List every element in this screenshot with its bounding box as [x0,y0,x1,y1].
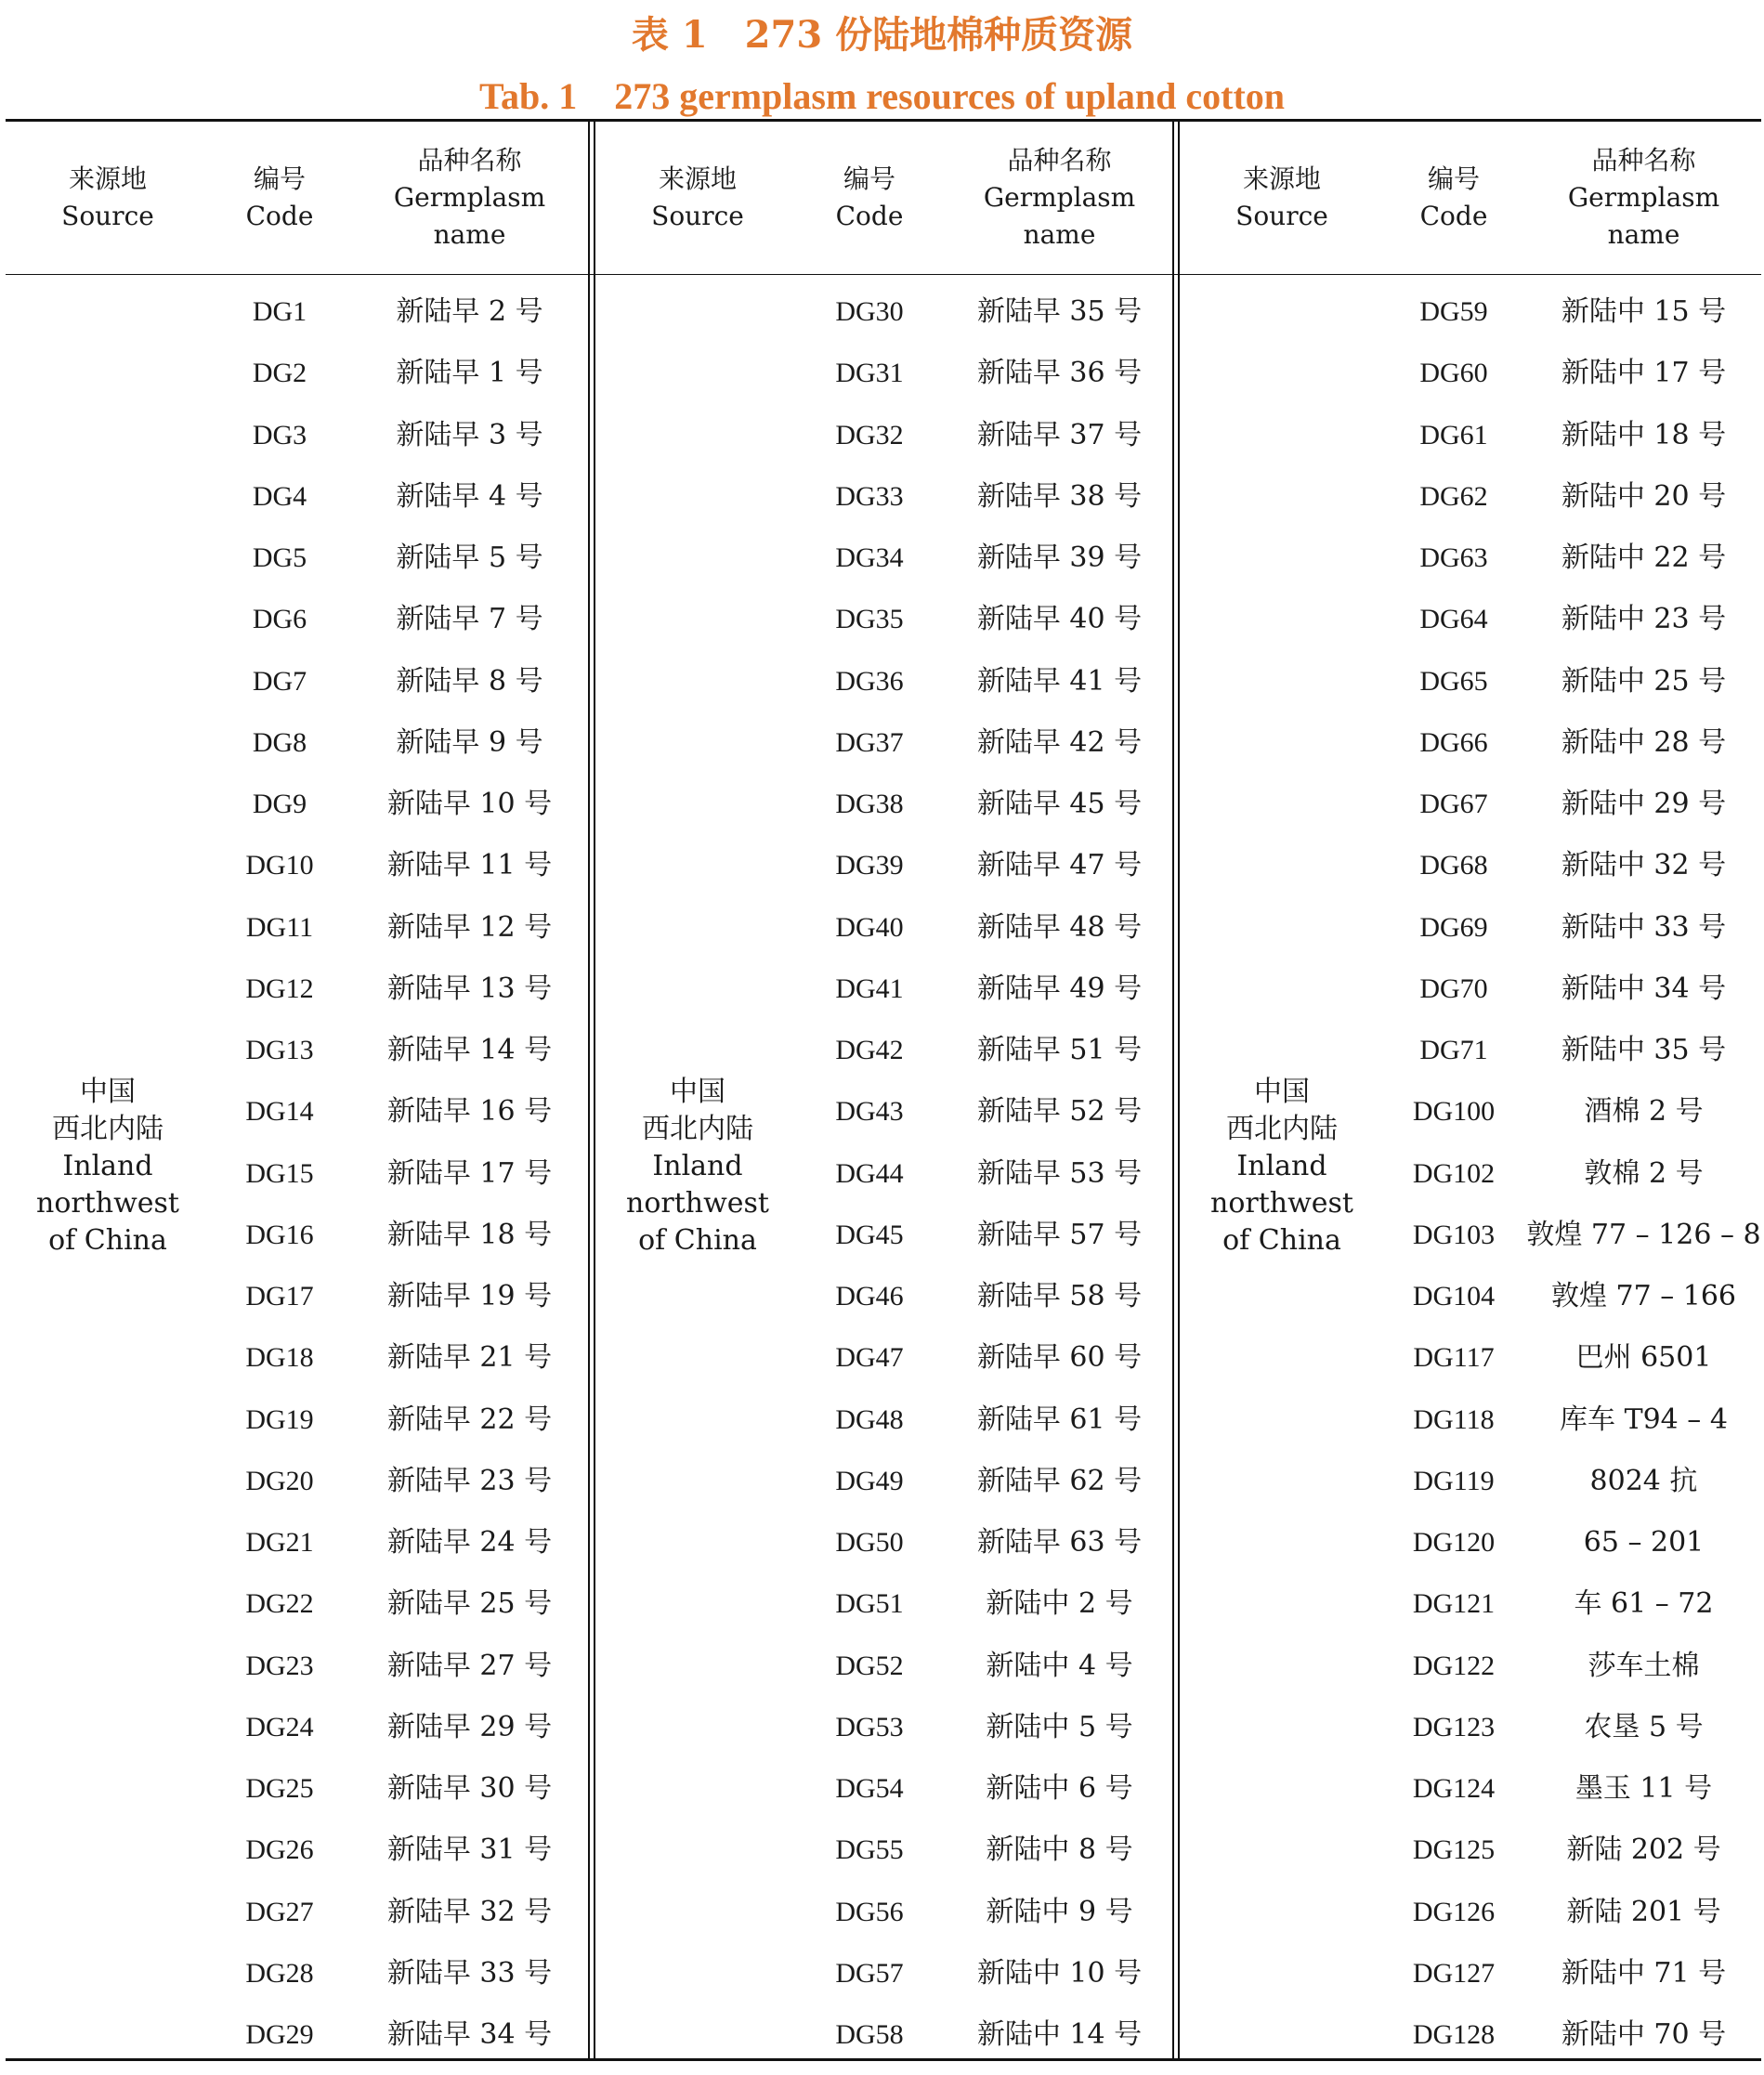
cell-germplasm-name: 新陆中 25 号 [1561,664,1727,698]
cell-code: DG28 [245,1957,314,1989]
table-row [1180,1205,1764,1266]
cell-code: DG33 [835,480,904,512]
cell-germplasm-name: 新陆中 28 号 [1561,725,1727,759]
table-row [595,343,1180,404]
table-row [6,1697,590,1758]
source-cell: 中国 西北内陆 Inland northwest of China [626,1075,769,1257]
cell-code: DG38 [835,789,904,819]
cell-germplasm-name: 新陆早 41 号 [976,664,1143,698]
table-row [6,1512,590,1573]
table-row [1180,528,1764,589]
cell-germplasm-name: 新陆中 15 号 [1561,295,1727,328]
table-row [6,1143,590,1205]
cell-code: DG11 [245,911,314,943]
cell-code: DG59 [1419,296,1488,327]
cell-code: DG57 [835,1957,904,1989]
cell-germplasm-name: 新陆早 37 号 [976,418,1143,451]
cell-code: DG65 [1419,665,1488,697]
cell-code: DG37 [835,726,904,758]
table-row [595,281,1180,343]
table-row [1180,712,1764,774]
cell-germplasm-name: 新陆早 17 号 [386,1156,553,1190]
table-rows [1180,281,1764,2066]
cell-germplasm-name: 新陆早 63 号 [976,1526,1143,1559]
cell-germplasm-name: 新陆中 18 号 [1561,418,1727,451]
cell-code: DG3 [252,419,307,450]
cell-code: DG122 [1412,1650,1496,1681]
cell-code: DG41 [835,972,904,1004]
table-row [595,1573,1180,1635]
table-row [595,466,1180,528]
cell-germplasm-name: 新陆早 57 号 [976,1218,1143,1251]
cell-code: DG20 [245,1465,314,1496]
cell-germplasm-name: 新陆中 35 号 [1561,1034,1727,1066]
table-row [595,1020,1180,1081]
cell-germplasm-name: 新陆中 22 号 [1561,542,1727,574]
cell-code: DG40 [835,911,904,943]
cell-code: DG70 [1419,972,1488,1004]
cell-germplasm-name: 65 – 201 [1583,1526,1705,1559]
cell-germplasm-name: 新陆 201 号 [1566,1895,1721,1928]
cell-germplasm-name: 新陆中 9 号 [986,1895,1133,1928]
cell-germplasm-name: 新陆早 8 号 [396,664,543,698]
table-row [595,1451,1180,1512]
cell-code: DG21 [245,1527,314,1558]
cell-germplasm-name: 新陆中 20 号 [1561,479,1727,513]
cell-code: DG39 [835,850,904,881]
cell-germplasm-name: 新陆早 36 号 [976,357,1143,390]
table-row [6,835,590,896]
cell-code: DG126 [1412,1896,1496,1927]
cell-code: DG51 [835,1588,904,1620]
cell-code: DG58 [835,2019,904,2050]
table-row [595,1758,1180,1820]
cell-code: DG32 [835,419,904,450]
table-row [595,1882,1180,1943]
table-row [6,1390,590,1451]
cell-germplasm-name: 新陆早 2 号 [396,295,543,328]
table-row [1180,589,1764,650]
cell-germplasm-name: 新陆早 45 号 [976,788,1143,820]
cell-germplasm-name: 新陆早 30 号 [386,1772,553,1805]
cell-code: DG68 [1419,850,1488,881]
table-row [6,1820,590,1881]
cell-germplasm-name: 新陆早 51 号 [976,1034,1143,1066]
cell-germplasm-name: 敦煌 77 – 166 [1550,1280,1737,1312]
column-group-3 [1180,122,1764,2058]
cell-germplasm-name: 新陆早 47 号 [976,849,1143,882]
table-row [1180,1266,1764,1327]
table-row [6,1882,590,1943]
table-row [595,1081,1180,1142]
cell-code: DG17 [245,1281,314,1312]
table-row [1180,281,1764,343]
cell-germplasm-name: 新陆中 6 号 [986,1772,1133,1805]
table-row [6,1327,590,1389]
cell-code: DG104 [1412,1281,1496,1312]
header-germplasm-name: 品种名称 Germplasm name [1567,145,1720,250]
cell-germplasm-name: 新陆早 39 号 [976,542,1143,574]
cell-code: DG67 [1419,789,1488,819]
cell-code: DG30 [835,296,904,327]
cell-germplasm-name: 库车 T94 – 4 [1560,1403,1728,1436]
table-row [6,1081,590,1142]
header-source: 来源地 Source [61,163,154,231]
table-row [595,959,1180,1020]
cell-germplasm-name: 新陆中 10 号 [976,1956,1143,1990]
table-row [595,1266,1180,1327]
cell-germplasm-name: 新陆早 62 号 [976,1464,1143,1497]
table-row [6,1266,590,1327]
table-rows [6,281,590,2066]
cell-germplasm-name: 新陆中 29 号 [1561,788,1727,820]
table-row [1180,651,1764,712]
cell-code: DG35 [835,604,904,635]
table-row [6,712,590,774]
header-source: 来源地 Source [651,163,744,231]
table-row [595,1636,1180,1697]
table-caption-zh: 表 1 273 份陆地棉种质资源 [631,13,1133,57]
cell-germplasm-name: 新陆中 33 号 [1561,910,1727,944]
cell-code: DG42 [835,1035,904,1065]
table-row [6,774,590,835]
cell-code: DG34 [835,542,904,573]
cell-code: DG7 [252,665,307,697]
header-code: 编号 Code [245,163,314,231]
table-row [1180,774,1764,835]
cell-code: DG63 [1419,542,1488,573]
table-row [1180,1451,1764,1512]
cell-germplasm-name: 新陆中 2 号 [986,1587,1133,1621]
cell-code: DG55 [835,1834,904,1866]
cell-germplasm-name: 新陆早 49 号 [976,972,1143,1005]
cell-germplasm-name: 新陆早 21 号 [386,1341,553,1375]
cell-germplasm-name: 新陆早 53 号 [976,1156,1143,1190]
source-cell: 中国 西北内陆 Inland northwest of China [1210,1075,1353,1257]
table-row [1180,1820,1764,1881]
table-row [1180,1573,1764,1635]
cell-code: DG47 [835,1342,904,1374]
table-row [595,897,1180,959]
cell-code: DG64 [1419,604,1488,635]
cell-code: DG102 [1412,1157,1496,1189]
cell-germplasm-name: 新陆早 27 号 [386,1649,553,1682]
cell-germplasm-name: 莎车土棉 [1588,1649,1700,1682]
cell-code: DG71 [1419,1035,1488,1065]
table-row [1180,2004,1764,2066]
table-row [6,1943,590,2004]
header-germplasm-name: 品种名称 Germplasm name [983,145,1136,250]
table-row [595,1697,1180,1758]
table-row [6,2004,590,2066]
cell-code: DG50 [835,1527,904,1558]
cell-germplasm-name: 新陆早 52 号 [976,1095,1143,1129]
cell-germplasm-name: 新陆早 4 号 [396,479,543,513]
cell-code: DG62 [1419,480,1488,512]
cell-germplasm-name: 新陆早 60 号 [976,1341,1143,1375]
table-rows [595,281,1180,2066]
cell-code: DG14 [245,1096,314,1128]
cell-code: DG2 [252,358,307,389]
cell-germplasm-name: 新陆早 16 号 [386,1095,553,1129]
cell-code: DG27 [245,1896,314,1927]
table-row [595,712,1180,774]
table-row [1180,1390,1764,1451]
table-row [1180,1143,1764,1205]
cell-germplasm-name: 新陆早 19 号 [386,1280,553,1312]
cell-code: DG25 [245,1773,314,1804]
cell-germplasm-name: 新陆早 12 号 [386,910,553,944]
column-group-2 [595,122,1180,2058]
cell-code: DG123 [1412,1711,1496,1742]
cell-germplasm-name: 新陆 202 号 [1566,1834,1721,1867]
cell-germplasm-name: 敦棉 2 号 [1584,1156,1704,1190]
cell-code: DG61 [1419,419,1488,450]
header-germplasm-name: 品种名称 Germplasm name [393,145,546,250]
cell-germplasm-name: 新陆早 13 号 [386,972,553,1005]
table-row [6,897,590,959]
table-row [1180,1327,1764,1389]
cell-germplasm-name: 新陆早 32 号 [386,1895,553,1928]
table-row [595,1512,1180,1573]
table-row [6,528,590,589]
table-row [6,1573,590,1635]
cell-code: DG19 [245,1403,314,1435]
table-row [595,589,1180,650]
cell-code: DG31 [835,358,904,389]
header-source: 来源地 Source [1235,163,1328,231]
table-row [595,1205,1180,1266]
cell-code: DG100 [1412,1096,1496,1128]
cell-germplasm-name: 新陆早 38 号 [976,479,1143,513]
table-row [1180,959,1764,1020]
cell-germplasm-name: 新陆早 42 号 [976,725,1143,759]
table-row [1180,405,1764,466]
cell-germplasm-name: 新陆早 48 号 [976,910,1143,944]
cell-code: DG18 [245,1342,314,1374]
table-row [595,1820,1180,1881]
cell-germplasm-name: 新陆早 25 号 [386,1587,553,1621]
cell-code: DG120 [1412,1527,1496,1558]
cell-germplasm-name: 新陆早 3 号 [396,418,543,451]
table-row [6,589,590,650]
cell-germplasm-name: 新陆早 58 号 [976,1280,1143,1312]
table-row [6,1451,590,1512]
cell-code: DG22 [245,1588,314,1620]
cell-code: DG52 [835,1650,904,1681]
cell-germplasm-name: 新陆早 24 号 [386,1526,553,1559]
cell-germplasm-name: 新陆中 8 号 [986,1834,1133,1867]
table-row [595,1143,1180,1205]
table-row [1180,1758,1764,1820]
cell-code: DG125 [1412,1834,1496,1866]
table-row [1180,835,1764,896]
cell-germplasm-name: 新陆早 7 号 [396,603,543,636]
table-row [1180,1081,1764,1142]
cell-code: DG44 [835,1157,904,1189]
cell-code: DG119 [1413,1465,1495,1496]
cell-germplasm-name: 新陆早 22 号 [386,1403,553,1436]
table-row [1180,466,1764,528]
cell-germplasm-name: 新陆早 14 号 [386,1034,553,1066]
cell-germplasm-name: 新陆早 10 号 [386,788,553,820]
cell-code: DG4 [252,480,307,512]
cell-code: DG16 [245,1219,314,1250]
table-row [1180,897,1764,959]
cell-germplasm-name: 新陆中 70 号 [1561,2018,1727,2051]
table-row [6,651,590,712]
cell-germplasm-name: 新陆早 61 号 [976,1403,1143,1436]
table-row [595,2004,1180,2066]
cell-code: DG121 [1412,1588,1496,1620]
cell-code: DG5 [252,542,307,573]
cell-germplasm-name: 新陆早 18 号 [386,1218,553,1251]
table-row [595,528,1180,589]
cell-code: DG9 [252,789,307,819]
cell-germplasm-name: 新陆早 23 号 [386,1464,553,1497]
cell-code: DG8 [252,726,307,758]
cell-code: DG46 [835,1281,904,1312]
table-row [595,651,1180,712]
table-row [1180,1636,1764,1697]
cell-germplasm-name: 新陆中 34 号 [1561,972,1727,1005]
cell-code: DG45 [835,1219,904,1250]
cell-germplasm-name: 新陆早 31 号 [386,1834,553,1867]
cell-code: DG36 [835,665,904,697]
cell-germplasm-name: 新陆中 5 号 [986,1710,1133,1743]
table-row [6,343,590,404]
cell-code: DG118 [1413,1403,1495,1435]
cell-code: DG56 [835,1896,904,1927]
cell-germplasm-name: 新陆中 23 号 [1561,603,1727,636]
cell-germplasm-name: 新陆早 34 号 [386,2018,553,2051]
cell-germplasm-name: 新陆中 4 号 [986,1649,1133,1682]
cell-germplasm-name: 敦煌 77 – 126 – 8 [1526,1218,1761,1251]
cell-code: DG12 [245,972,314,1004]
header-code: 编号 Code [1419,163,1488,231]
cell-germplasm-name: 新陆早 29 号 [386,1710,553,1743]
table-row [1180,1512,1764,1573]
source-cell: 中国 西北内陆 Inland northwest of China [36,1075,179,1257]
cell-germplasm-name: 新陆早 9 号 [396,725,543,759]
cell-germplasm-name: 新陆早 33 号 [386,1956,553,1990]
cell-code: DG26 [245,1834,314,1866]
cell-germplasm-name: 新陆早 1 号 [396,357,543,390]
header-code: 编号 Code [835,163,904,231]
cell-code: DG53 [835,1711,904,1742]
table-row [1180,1697,1764,1758]
table-row [595,405,1180,466]
table-row [6,1020,590,1081]
cell-code: DG127 [1412,1957,1496,1989]
table-row [6,405,590,466]
cell-code: DG29 [245,2019,314,2050]
cell-germplasm-name: 8024 抗 [1589,1464,1698,1497]
cell-germplasm-name: 巴州 6501 [1575,1341,1712,1375]
table-row [6,1758,590,1820]
cell-code: DG15 [245,1157,314,1189]
cell-code: DG48 [835,1403,904,1435]
cell-code: DG54 [835,1773,904,1804]
cell-germplasm-name: 新陆早 5 号 [396,542,543,574]
cell-code: DG49 [835,1465,904,1496]
cell-germplasm-name: 新陆中 32 号 [1561,849,1727,882]
table-row [1180,1020,1764,1081]
table-row [595,774,1180,835]
table-row [6,1205,590,1266]
cell-code: DG10 [245,850,314,881]
table-row [6,1636,590,1697]
table-row [595,835,1180,896]
cell-code: DG23 [245,1650,314,1681]
cell-code: DG24 [245,1711,314,1742]
cell-germplasm-name: 新陆中 17 号 [1561,357,1727,390]
cell-code: DG128 [1412,2019,1496,2050]
table-row [595,1390,1180,1451]
table-row [6,281,590,343]
cell-germplasm-name: 农垦 5 号 [1584,1710,1704,1743]
table-row [595,1327,1180,1389]
cell-code: DG69 [1419,911,1488,943]
cell-germplasm-name: 新陆中 14 号 [976,2018,1143,2051]
cell-germplasm-name: 新陆早 40 号 [976,603,1143,636]
cell-germplasm-name: 车 61 – 72 [1574,1587,1714,1621]
table-row [6,959,590,1020]
cell-germplasm-name: 新陆早 11 号 [386,849,553,882]
table-row [1180,343,1764,404]
cell-germplasm-name: 墨玉 11 号 [1575,1772,1713,1805]
cell-code: DG124 [1412,1773,1496,1804]
table-row [1180,1882,1764,1943]
table-caption-en: Tab. 1 273 germplasm resources of upland cotton [478,75,1286,117]
cell-code: DG6 [252,604,307,635]
column-group-1 [6,122,590,2058]
cell-code: DG117 [1413,1342,1495,1374]
cell-code: DG103 [1412,1219,1496,1250]
table-row [1180,1943,1764,2004]
cell-germplasm-name: 酒棉 2 号 [1584,1095,1704,1129]
cell-germplasm-name: 新陆中 71 号 [1561,1956,1727,1990]
table-row [595,1943,1180,2004]
cell-code: DG13 [245,1035,314,1065]
cell-germplasm-name: 新陆早 35 号 [976,295,1143,328]
cell-code: DG66 [1419,726,1488,758]
table-row [6,466,590,528]
cell-code: DG1 [252,296,307,327]
cell-code: DG43 [835,1096,904,1128]
cell-code: DG60 [1419,358,1488,389]
